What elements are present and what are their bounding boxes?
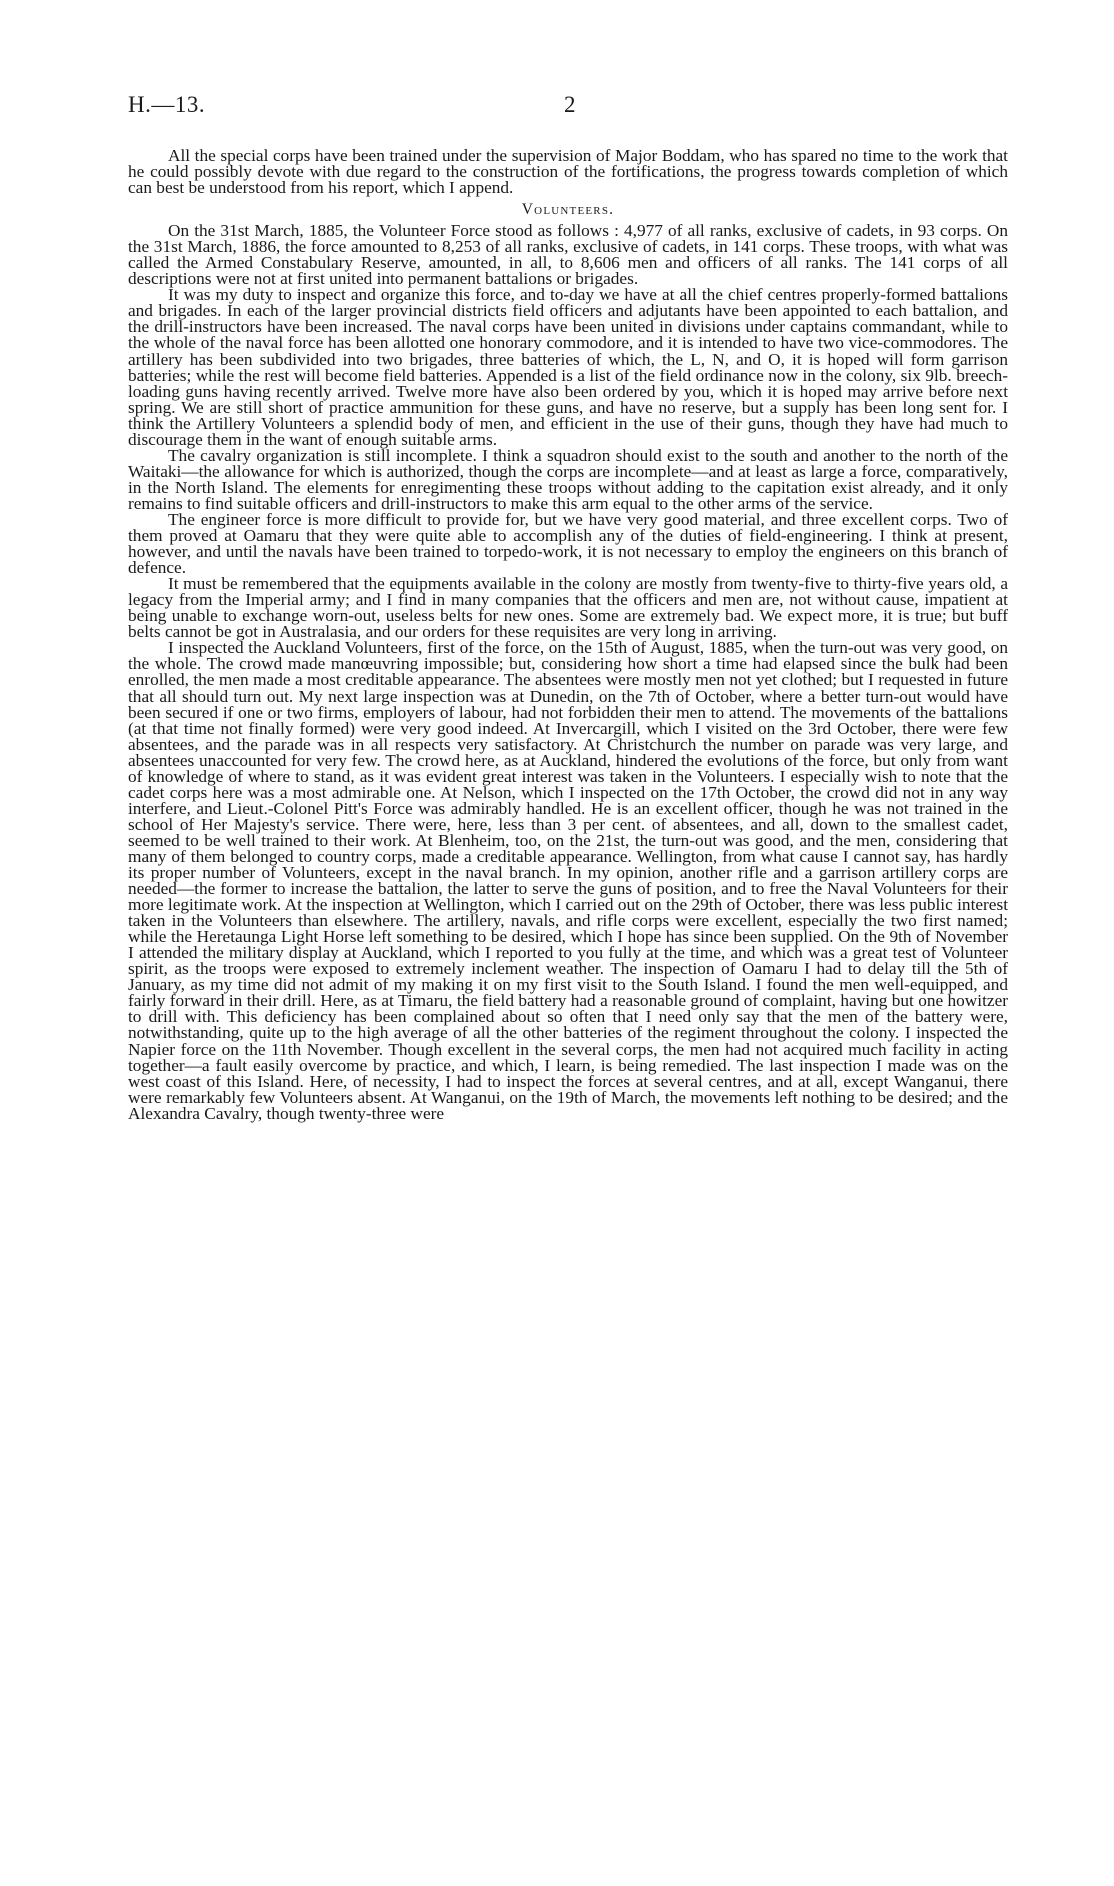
intro-paragraph: All the special corps have been trained under the supervision of Major Boddam, who has spared no time to the work that he could possibly devote with due regard to the construction of the fortifications, the progress towards completion of which can best be understood from his report, which I append. <box>128 146 1008 198</box>
paragraph-cavalry: The cavalry organization is still incomplete. I think a squadron should exist to the south and another to the north of the Waitaki—the allowance for which is authorized, though the corps are incomplete—and at least as large a force, comparatively, in the North Island. The elements for enregimenting these troops without adding to the capitation exist already, and it only remains to find suitable officers and drill-instructors to make this arm equal to the other arms of the service. <box>128 445 1008 513</box>
paragraph-engineers: The engineer force is more difficult to provide for, but we have very good material, and three excellent corps. Two of them proved at Oamaru that they were quite able to accomplish any of the duties of field-engineering. I think at present, however, and until the navals have been trained to torpedo-work, it is not necessary to employ the engineers on this branch of defence. <box>128 509 1008 578</box>
section-heading-volunteers: Volunteers. <box>521 201 615 219</box>
page-number: 2 <box>564 92 576 117</box>
page-header <box>128 92 1008 122</box>
paragraph-organization: It was my duty to inspect and organize this force, and to-day we have at all the chief centres properly-formed battalions and brigades. In each of the larger provincial districts field officers and adjutants have been appointed to each battalion, and the drill-instructors have been increased. The naval corps have been united in divisions under captains commandant, while to the whole of the naval force has been allotted one honorary commodore, and it is intended to have two vice-commodores. The artillery has been subdivided into two brigades, three batteries of which, the L, N, and O, it is hoped will form garrison batteries; while the rest will become field batteries. Appended is a list of the field ordinance now in the colony, six 9lb. breech-loading guns having recently arrived. Twelve more have also been ordered by you, which it is hoped may arrive before next spring. We are still short of practice ammunition for these guns, and have no reserve, but a supply has been long sent for. I think the Artillery Volunteers a splendid body of men, and efficient in the use of their guns, though they have had much to discourage them in the want of enough suitable arms. <box>128 285 1008 449</box>
paragraph-inspections: I inspected the Auckland Volunteers, first of the force, on the 15th of August, 1885, when the turn-out was very good, on the whole. The crowd made manœuvring impossible; but, considering how short a time had elapsed since the bulk had been enrolled, the men made a most creditable appearance. The absentees were mostly men not yet clothed; but I requested in future that all should turn out. My next large inspection was at Dunedin, on the 7th of October, where a better turn-out would have been secured if one or two firms, employers of labour, had not forbidden their men to attend. The movements of the battalions (at that time not finally formed) were very good indeed. At Invercargill, which I visited on the 3rd October, there were few absentees, and the parade was in all respects very satisfactory. At Christchurch the number on parade was very large, and absentees unaccounted for very few. The crowd here, as at Auckland, hindered the evolutions of the force, but only from want of knowledge of where to stand, as it was evident great interest was taken in the Volunteers. I especially wish to note that the cadet corps here was a most admirable one. At Nelson, which I inspected on the 17th October, the crowd did not in any way interfere, and Lieut.-Colonel Pitt's Force was admirably handled. He is an excellent officer, though he was not trained in the school of Her Majesty's service. There were, here, less than 3 per cent. of absentees, and all, down to the smallest cadet, seemed to be well trained to their work. At Blenheim, too, on the 21st, the turn-out was good, and the men, considering that many of them belonged to country corps, made a creditable appearance. Wellington, from what cause I cannot say, has hardly its proper number of Volunteers, except in the naval branch. In my opinion, another rifle and a garrison artillery corps are needed—the former to increase the battalion, the latter to serve the guns of position, and to free the Naval Volunteers for their more legitimate work. At the inspection at Wellington, which I carried out on the 29th of October, there was less public interest taken in the Volunteers than elsewhere. The artillery, navals, and rifle corps were excellent, especially the two first named; while the Heretaunga Light Horse left something to be desired, which I hope has since been supplied. On the 9th of November I attended the military display at Auckland, which I reported to you fully at the time, and which was a great test of Volunteer spirit, as the troops were exposed to extremely inclement weather. The inspection of Oamaru I had to delay till the 5th of January, as my time did not admit of my making it on my first visit to the South Island. I found the men well-equipped, and fairly forward in their drill. Here, as at Timaru, the field battery had a reasonable ground of complaint, having but one howitzer to drill with. This deficiency has been complained about so often that I need only say that the men of the battery were, notwithstanding, quite up to the high average of all the other batteries of the regiment throughout the colony. I inspected the Napier force on the 11th November. Though excellent in the several corps, the men had not acquired much facility in acting together—a fault easily overcome by practice, and which, I learn, is being remedied. The last inspection I made was on the west coast of this Island. Here, of necessity, I had to inspect the forces at several centres, and at all, except Wanganui, there were remarkably few Volunteers absent. At Wanganui, on the 19th of March, the movements left nothing to be desired; and the Alexandra Cavalry, though twenty-three were <box>128 638 1008 1123</box>
body-text <box>128 148 1008 1122</box>
paragraph-equipment: It must be remembered that the equipments available in the colony are mostly from twenty-five to thirty-five years old, a legacy from the Imperial army; and I find in many companies that the officers and men are, not without cause, impatient at being unable to exchange worn-out, useless belts for new ones. Some are extremely bad. We expect more, it is true; but buff belts cannot be got in Australasia, and our orders for these requisites are very long in arriving. <box>128 574 1008 642</box>
paragraph-force-strength: On the 31st March, 1885, the Volunteer Force stood as follows : 4,977 of all ranks, exclusive of cadets, in 93 corps. On the 31st March, 1886, the force amounted to 8,253 of all ranks, exclusive of cadets, in 141 corps. These troops, with what was called the Armed Constabulary Reserve, amounted, in all, to 8,606 men and officers of all ranks. The 141 corps of all descriptions were not at first united into permanent battalions or brigades. <box>128 221 1008 289</box>
document-reference: H.—13. <box>128 92 206 117</box>
